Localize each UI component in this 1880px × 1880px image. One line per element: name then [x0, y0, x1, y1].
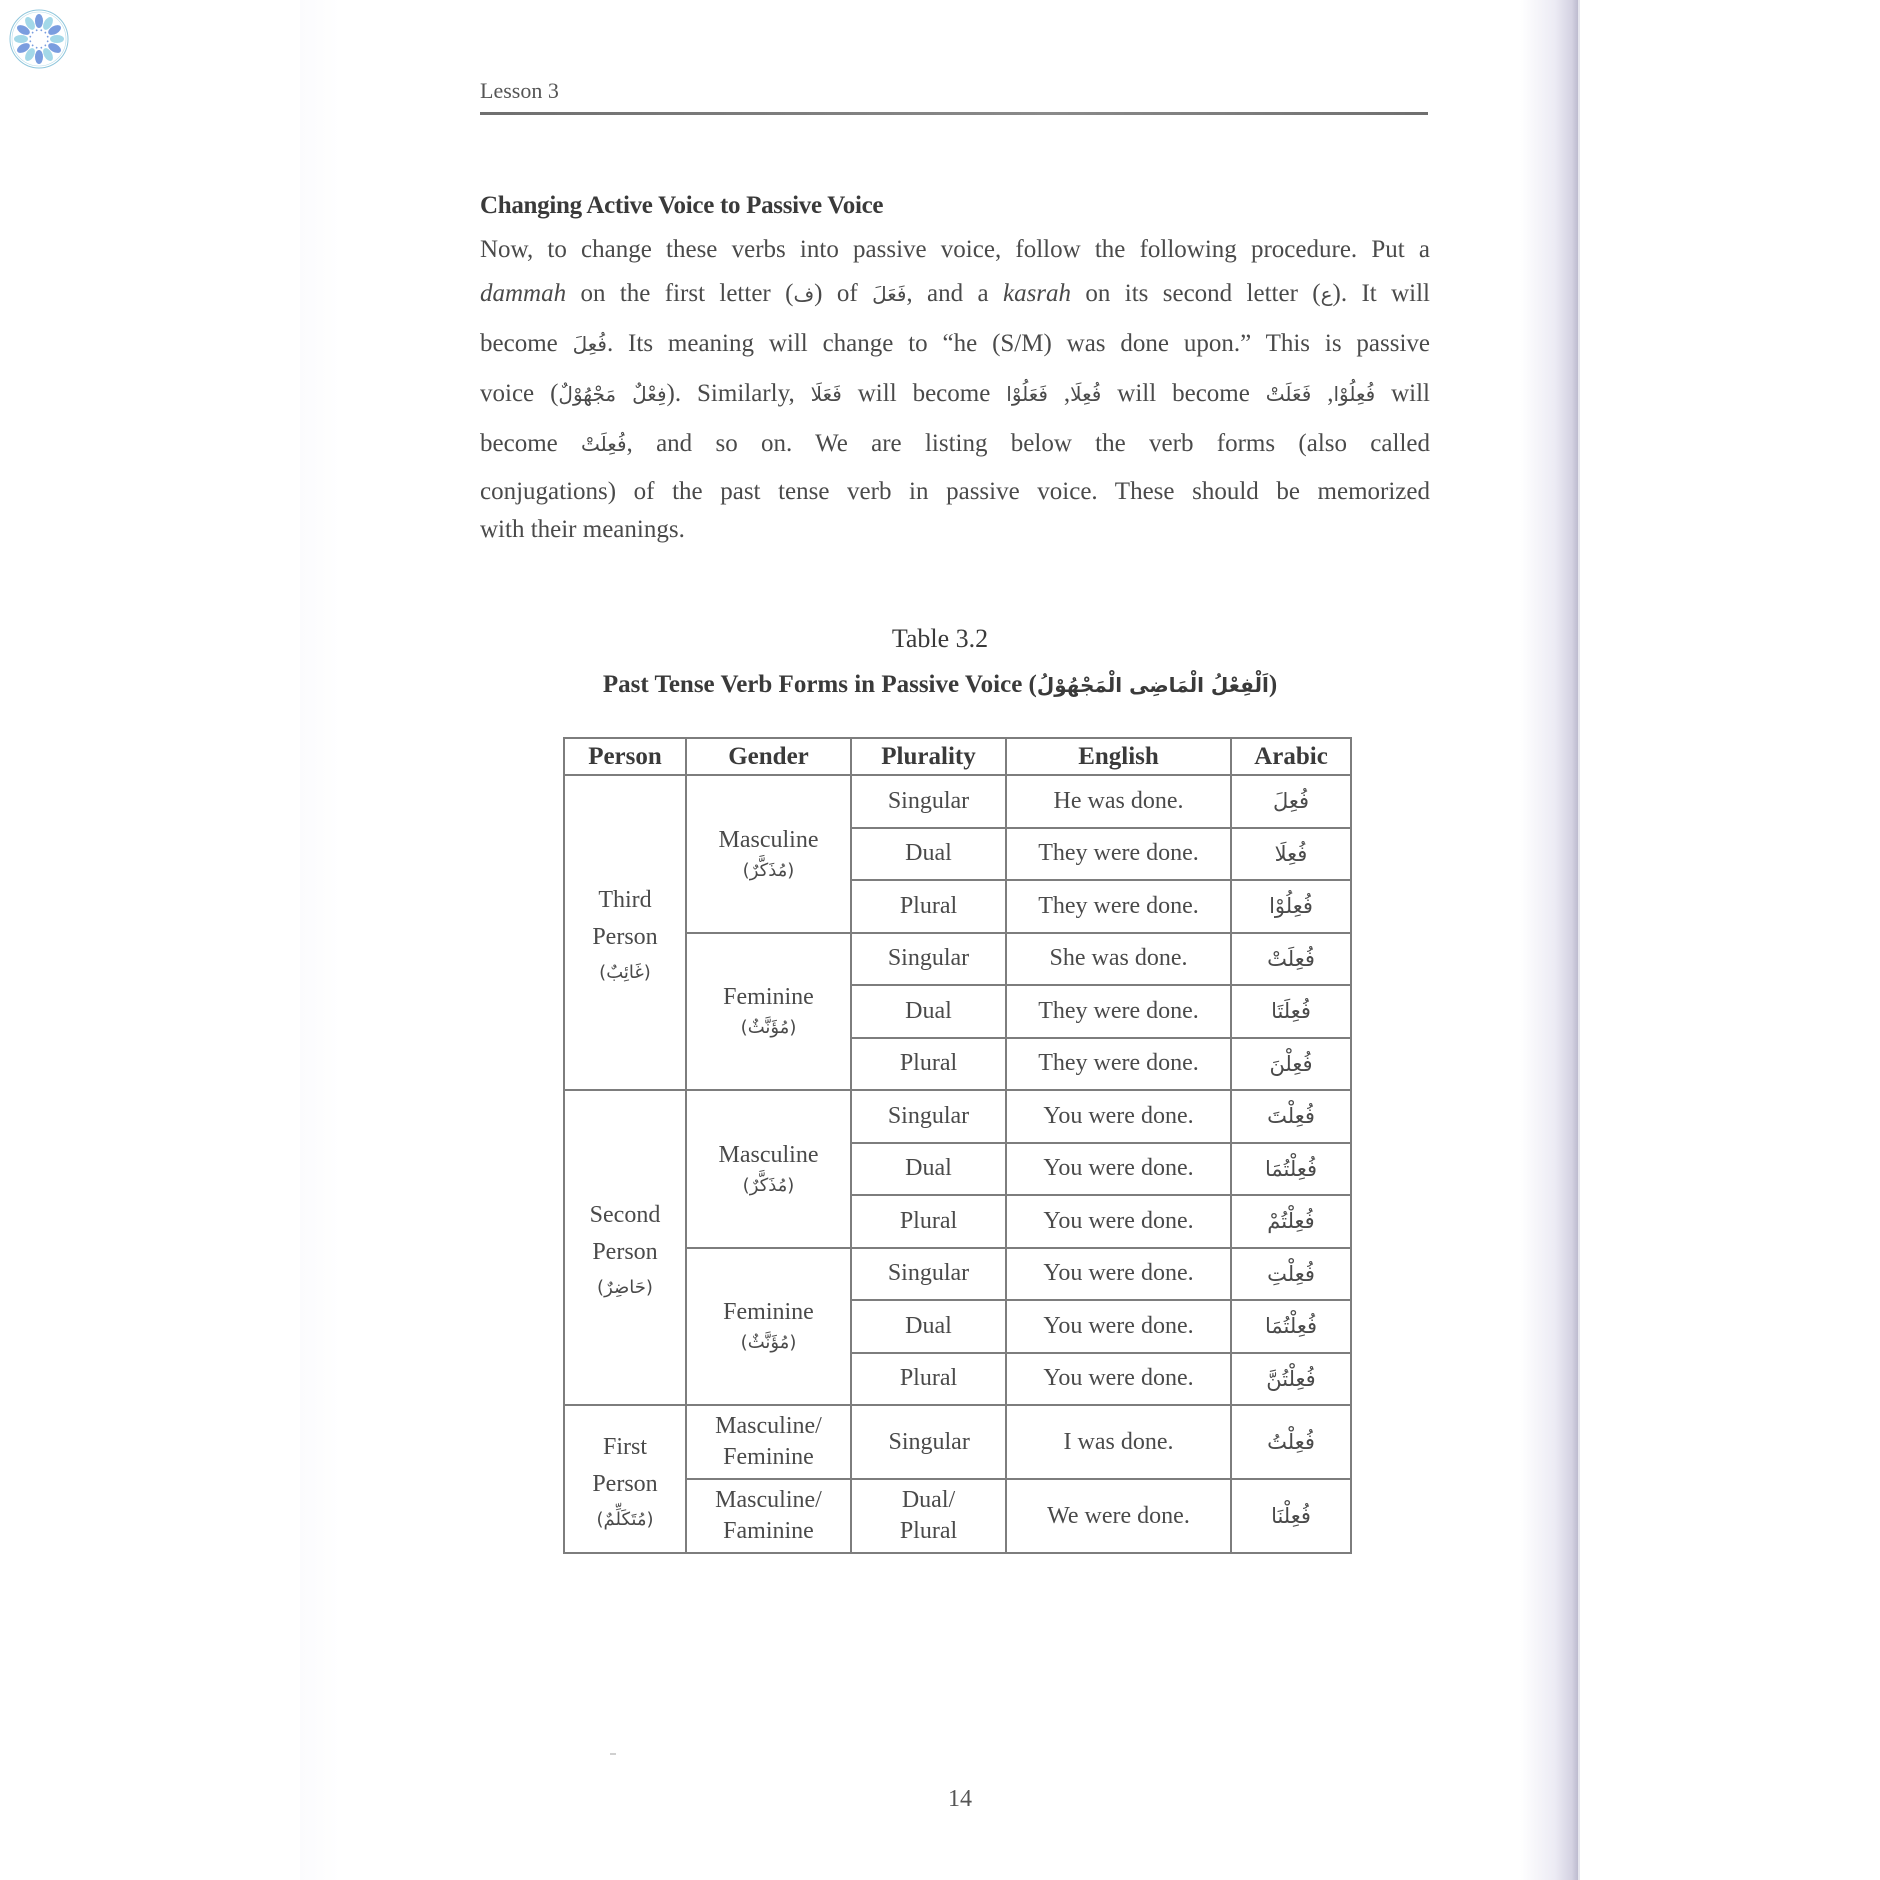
arabic-cell: فُعِلْنَا	[1231, 1479, 1351, 1553]
table-title	[0, 671, 1880, 699]
gender-cell-arabic: (مُذَكَّرٌ)	[742, 1174, 795, 1196]
english-cell: You were done.	[1006, 1353, 1231, 1406]
arabic-cell: فُعِلْتُنَّ	[1231, 1353, 1351, 1406]
paragraph-line	[480, 380, 1430, 408]
gender-cell-label: Feminine	[723, 1299, 814, 1326]
paragraph-line	[480, 236, 1430, 264]
arabic-cell: فُعِلْتُمَا	[1231, 1300, 1351, 1353]
text-run: ) of	[814, 280, 873, 307]
table-row	[564, 775, 1351, 828]
text-run: ,	[1047, 380, 1071, 407]
header-english: English	[1006, 738, 1231, 775]
gender-cell-arabic: (مُذَكَّرٌ)	[742, 859, 795, 881]
text-run: ). Similarly,	[666, 380, 811, 407]
plurality-cell: Dual	[851, 1300, 1006, 1353]
person-cell	[564, 1405, 686, 1553]
english-cell: You were done.	[1006, 1090, 1231, 1143]
english-cell: They were done.	[1006, 828, 1231, 881]
arabic-cell: فُعِلَ	[1231, 775, 1351, 828]
table-row	[564, 1405, 1351, 1479]
page-number: 14	[948, 1786, 972, 1812]
english-cell: They were done.	[1006, 985, 1231, 1038]
print-smudge	[610, 1753, 616, 1755]
text-run: on the first letter (	[566, 280, 794, 307]
header-person: Person	[564, 738, 686, 775]
section-title: Changing Active Voice to Passive Voice	[480, 192, 884, 219]
plurality-cell: Dual	[851, 828, 1006, 881]
arabic-cell: فُعِلْتُ	[1231, 1405, 1351, 1479]
gender-cell-label: Masculine/ Feminine	[715, 1413, 822, 1470]
text-run: with their meanings.	[480, 516, 685, 543]
arabic-cell: فُعِلُوْا	[1231, 880, 1351, 933]
plurality-cell: Singular	[851, 1090, 1006, 1143]
text-run: , and so on. We are listing below the verb forms (also called	[626, 430, 1430, 457]
gender-cell-label: Masculine	[718, 826, 819, 853]
text-run: Now, to change these verbs into passive voice, follow the following procedure. Put a	[480, 236, 1430, 263]
arabic-cell: فُعِلْتَ	[1231, 1090, 1351, 1143]
conjugation-table-wrapper	[563, 737, 1352, 1554]
english-cell: You were done.	[1006, 1143, 1231, 1196]
english-cell: They were done.	[1006, 880, 1231, 933]
gender-cell-label: Masculine/ Faminine	[715, 1487, 822, 1544]
paragraph-line	[480, 516, 1430, 544]
person-cell-label: Third Person	[592, 887, 658, 950]
plurality-cell: Plural	[851, 1195, 1006, 1248]
gender-cell	[686, 1479, 851, 1553]
italic-term: kasrah	[1002, 280, 1072, 307]
running-head: Lesson 3	[480, 78, 559, 103]
header-arabic: Arabic	[1231, 738, 1351, 775]
arabic-term: فُعِلُوْا	[1333, 382, 1376, 406]
person-cell	[564, 775, 686, 1090]
italic-term: dammah	[480, 280, 567, 307]
person-cell-arabic: (مُتَكَلِّمٌ)	[596, 1508, 654, 1530]
gender-cell	[686, 775, 851, 933]
page-edge	[1578, 0, 1580, 1880]
english-cell: You were done.	[1006, 1195, 1231, 1248]
english-cell: I was done.	[1006, 1405, 1231, 1479]
text-run: on its second letter (	[1071, 280, 1321, 307]
gender-cell	[686, 1405, 851, 1479]
arabic-term: فَعَلُوْا	[1006, 382, 1048, 406]
header-gender: Gender	[686, 738, 851, 775]
conjugation-table	[563, 737, 1352, 1554]
english-cell: They were done.	[1006, 1038, 1231, 1091]
plurality-cell: Singular	[851, 933, 1006, 986]
arabic-term: فَعَلَا	[810, 382, 842, 406]
plurality-cell	[851, 1479, 1006, 1553]
gender-cell-arabic: (مُؤَنَّثٌ)	[740, 1017, 797, 1039]
person-cell	[564, 1090, 686, 1405]
header-rule	[480, 112, 1428, 115]
text-run: ). It will	[1332, 280, 1430, 307]
arabic-term: فُعِلَا	[1070, 382, 1102, 406]
text-run: will become	[841, 380, 1007, 407]
paragraph-line	[480, 330, 1430, 358]
arabic-cell: فُعِلْنَ	[1231, 1038, 1351, 1091]
person-cell-arabic: (غَائِبٌ)	[599, 962, 651, 983]
arabic-term: ف	[793, 282, 815, 306]
text-run: will become	[1101, 380, 1266, 407]
english-cell: You were done.	[1006, 1300, 1231, 1353]
arabic-cell: فُعِلَا	[1231, 828, 1351, 881]
arabic-term: فُعِلَتْ	[581, 432, 627, 456]
english-cell: You were done.	[1006, 1248, 1231, 1301]
text-run: , and a	[906, 280, 1003, 307]
arabic-term: فَعَلَ	[872, 282, 907, 306]
arabic-cell: فُعِلَتْ	[1231, 933, 1351, 986]
gender-cell-arabic: (مُؤَنَّثٌ)	[740, 1332, 797, 1354]
text-run: voice (	[480, 380, 559, 407]
plurality-cell-label: Dual/ Plural	[899, 1487, 958, 1544]
table-header-row	[564, 738, 1351, 775]
arabic-cell: فُعِلْتُمَا	[1231, 1143, 1351, 1196]
table-title-ar: اَلْفِعْلُ الْمَاضِى الْمَجْهُوْلُ	[1036, 673, 1269, 697]
text-run: will	[1375, 380, 1430, 407]
plurality-cell: Plural	[851, 1353, 1006, 1406]
paragraph-line	[480, 430, 1430, 458]
arabic-cell: فُعِلْتِ	[1231, 1248, 1351, 1301]
gender-cell	[686, 1090, 851, 1248]
arabic-cell: فُعِلَتَا	[1231, 985, 1351, 1038]
person-cell-label: First Person	[592, 1433, 658, 1497]
arabic-cell: فُعِلْتُمْ	[1231, 1195, 1351, 1248]
gender-cell	[686, 1248, 851, 1406]
person-cell-arabic: (حَاضِرٌ)	[597, 1277, 653, 1298]
text-run: ,	[1311, 380, 1334, 407]
paragraph-line	[480, 478, 1430, 506]
plurality-cell: Plural	[851, 880, 1006, 933]
text-run: become	[480, 330, 573, 357]
arabic-term: ع	[1320, 282, 1333, 306]
table-title-close: )	[1268, 671, 1278, 698]
person-cell-label: Second Person	[589, 1202, 661, 1265]
header-plurality: Plurality	[851, 738, 1006, 775]
paragraph-line	[480, 280, 1430, 308]
plurality-cell: Dual	[851, 1143, 1006, 1196]
arabic-term: فُعِلَ	[572, 332, 607, 356]
text-run: conjugations) of the past tense verb in passive voice. These should be memorized	[480, 478, 1430, 505]
plurality-cell: Plural	[851, 1038, 1006, 1091]
plurality-cell: Singular	[851, 775, 1006, 828]
english-cell: She was done.	[1006, 933, 1231, 986]
english-cell: He was done.	[1006, 775, 1231, 828]
table-title-en: Past Tense Verb Forms in Passive Voice (	[602, 671, 1037, 698]
plurality-cell: Singular	[851, 1248, 1006, 1301]
plurality-cell: Dual	[851, 985, 1006, 1038]
plurality-cell	[851, 1405, 1006, 1479]
plurality-cell-label: Singular	[888, 1428, 970, 1455]
arabic-term: فِعْلٌ مَجْهُوْلٌ	[558, 382, 667, 406]
text-run: become	[480, 430, 582, 457]
table-number: Table 3.2	[891, 624, 989, 653]
english-cell: We were done.	[1006, 1479, 1231, 1553]
gender-cell-label: Feminine	[723, 984, 814, 1011]
text-run: . Its meaning will change to “he (S/M) was done upon.” This is passive	[606, 330, 1431, 357]
gender-cell-label: Masculine	[718, 1141, 819, 1168]
rosette-logo-icon	[8, 8, 70, 70]
gender-cell	[686, 933, 851, 1091]
arabic-term: فَعَلَتْ	[1265, 382, 1312, 406]
table-row	[564, 1090, 1351, 1143]
